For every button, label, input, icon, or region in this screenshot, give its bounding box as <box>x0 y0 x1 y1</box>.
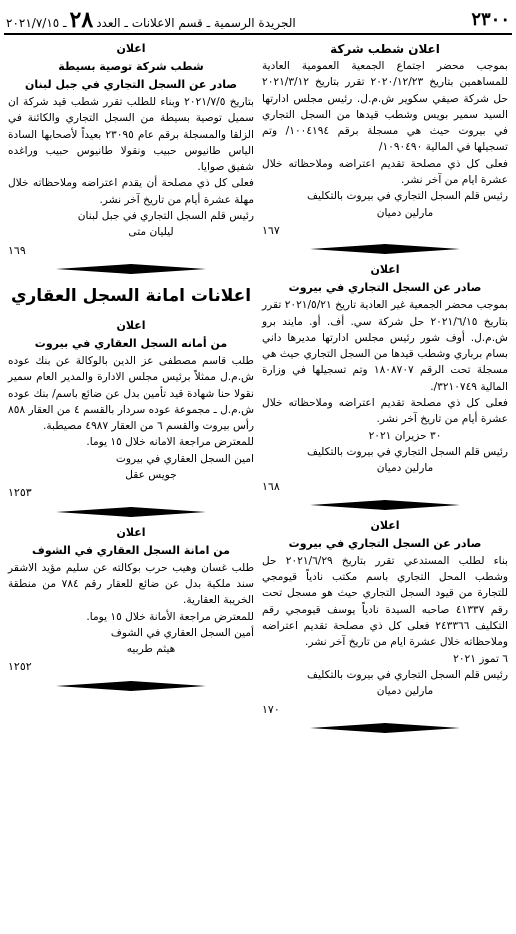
notice-title: صادر عن السجل التجاري في جبل لبنان <box>24 78 238 91</box>
signature-title: رئيس قلم السجل التجاري في بيروت بالتكليف <box>306 190 508 203</box>
divider-ornament <box>262 722 508 734</box>
notice-169 <box>8 40 254 259</box>
notice-number: ١٦٨ <box>262 479 280 493</box>
notice-168 <box>262 261 508 495</box>
notice-date: ٣٠ حزيران ٢٠٢١ <box>368 429 442 442</box>
notice-title: من امانة السجل العقاري في الشوف <box>32 543 230 557</box>
notice-label: اعلان <box>116 525 146 539</box>
divider-ornament <box>8 263 254 275</box>
notice-label: اعلان <box>116 318 146 332</box>
notice-title: صادر عن السجل التجاري في بيروت <box>288 536 482 550</box>
issue-date: ـ ٢٠٢١/٧/١٥ <box>6 16 67 30</box>
notice-label: اعلان <box>370 263 400 277</box>
notice-number: ١٦٩ <box>8 243 26 257</box>
signature-name: ليليان متى <box>128 226 174 239</box>
notice-paragraph: للمعترض مراجعة الامانه خلال ١٥ يوما. <box>86 436 254 449</box>
issue-number: ٢٨ <box>69 7 94 33</box>
notice-paragraph: بموجب محضر الجمعية غير العادية تاريخ ٢٠٢١/٥/٢١ تقرر بتاريخ ٢٠٢١/٦/١٥ حل شركة سي. أف. أو. مايند برو ش.م.ل. أوف شور رئيس مجلس ادارتها مديرها داني بسام برباري وشطب قيدها من السجل التجاري حيث هي مسجلة تحت الرقم ١٨٠٨٧٠٧ وتم تسجيلها في وزارة المالية ٣٢١٠٧٤٩/. <box>262 299 508 393</box>
notice-paragraph: للمعترض مراجعة الأمانة خلال ١٥ يوما. <box>86 610 254 623</box>
signature-title: أمين السجل العقاري في الشوف <box>110 626 254 639</box>
header-rule <box>4 33 512 35</box>
signature-name: جويس عقل <box>125 469 177 482</box>
divider-ornament <box>8 506 254 518</box>
signature-title: رئيس قلم السجل التجاري في بيروت بالتكليف <box>306 445 508 458</box>
notice-subtitle: شطب شركة توصية بسيطة <box>58 60 204 73</box>
signature-title: رئيس قلم السجل التجاري في جبل لبنان <box>77 210 254 223</box>
page-number: ٢٣٠٠ <box>471 9 510 30</box>
notice-paragraph: بناء لطلب المستدعي تقرر بتاريخ ٢٠٢١/٦/٢٩ حل وشطب المحل التجاري باسم مكتب نادياً قيومجي للتجارة من قيود السجل التجاري حيث هو مسجل تحت رقم ٤١٣٣٧ صاحبه السيدة نادياً يوسف قيومجي رقم التكليف ٢٤٣٣٦٦ فعلى كل ذي مصلحة تقديم اعتراضه وملاحظاته خلال عشرة ايام من تاريخ آخر نشر. <box>262 554 508 649</box>
notice-170 <box>262 517 508 718</box>
notice-paragraph: بتاريخ ٢٠٢١/٧/٥ وبناء للطلب تقرر شطب قيد شركة ان سميل توصية بسيطة من السجل التجاري والكائنة في الزلقا والمسجلة برقم عام ٢٣٠٩٥ بعيداً لأصحابها السادة الياس طانيوس حبيب ونقولا طانيوس حبيب وراغده شفيق صوايا. <box>8 96 254 174</box>
notice-number: ١٧٠ <box>262 702 280 716</box>
divider-ornament <box>262 243 508 255</box>
notice-paragraph: فعلى كل ذي مصلحة تقديم اعتراضه وملاحظاته خلال عشرة ايام من آخر نشر. <box>262 157 508 187</box>
gazette-title <box>6 7 296 33</box>
notice-label: اعلان <box>116 42 146 55</box>
divider-ornament <box>262 499 508 511</box>
signature-name: مارلين دميان <box>376 206 434 219</box>
notice-number: ١٦٧ <box>262 223 280 237</box>
signature-title: رئيس قلم السجل التجاري في بيروت بالتكليف <box>306 668 508 681</box>
notice-label: اعلان <box>370 518 400 532</box>
divider-ornament <box>8 680 254 692</box>
notice-1252 <box>8 524 254 676</box>
signature-name: مارلين دميان <box>376 462 434 475</box>
notice-1253 <box>8 317 254 502</box>
notice-number: ١٢٥٢ <box>8 660 32 674</box>
notice-title: اعلان شطب شركة <box>330 42 440 56</box>
signature-name: مارلين دميان <box>376 685 434 698</box>
notice-date: ٦ تموز ٢٠٢١ <box>453 652 508 665</box>
notice-167 <box>262 40 508 239</box>
notice-paragraph: طلب غسان وهيب حرب بوكالته عن سليم مؤيد الاشقر سند ملكية بدل عن ضائع للعقار رقم ٧٨٤ من منطقة الخريبة العقارية. <box>8 561 254 607</box>
signature-name: هيثم طربيه <box>126 643 176 656</box>
signature-title: امين السجل العقاري في بيروت <box>115 452 254 465</box>
page-header <box>6 6 510 33</box>
notice-paragraph: فعلى كل ذي مصلحة أن يقدم اعتراضه وملاحظاته خلال مهلة عشرة أيام من تاريخ آخر نشر. <box>8 177 254 206</box>
notice-paragraph: طلب قاسم مصطفى عز الدين بالوكالة عن بنك عوده ش.م.ل ممثلاً برئيس مجلس الادارة والمدير العام سمير نقولا حنا شهادة قيد تأمين بدل عن ضائع باسم/ بنك عوده ش.م.ل ـ مجموعة عوده سردار بالقسم ٤ من العقار ٨٥٨ رأس بيروت والقسم ٦ من العقار ٤٩٨٧ مصيطبة. <box>8 354 254 433</box>
notice-number: ١٢٥٣ <box>8 486 32 500</box>
notice-title: من أمانه السجل العقاري في بيروت <box>34 336 228 350</box>
section-heading: اعلانات امانة السجل العقاري <box>10 285 252 306</box>
left-column <box>8 40 254 698</box>
notice-paragraph: فعلى كل ذي مصلحة تقديم اعتراضه وملاحظاته خلال عشرة أيام من تاريخ آخر نشر. <box>262 397 508 426</box>
notice-title: صادر عن السجل التجاري في بيروت <box>288 281 482 295</box>
right-column <box>262 40 508 740</box>
notice-paragraph: بموجب محضر اجتماع الجمعية العمومية العادية للمساهمين بتاريخ ٢٠٢٠/١٢/٢٣ تقرر بتاريخ ٢٠٢١/٣/١٢ حل شركة صيفي سكوير ش.م.ل. رئيس مجلس ادارتها السيد سمير بويس وشطب قيدها من السجل التجاري في بيروت حيث هي مسجلة برقم ١٠٠٤١٩٤/ وتم تسجيلها في المالية ١٠٩٠٤٩٠/ <box>262 60 508 154</box>
gazette-title-text: الجريدة الرسمية ـ قسم الاعلانات ـ العدد <box>96 16 296 30</box>
